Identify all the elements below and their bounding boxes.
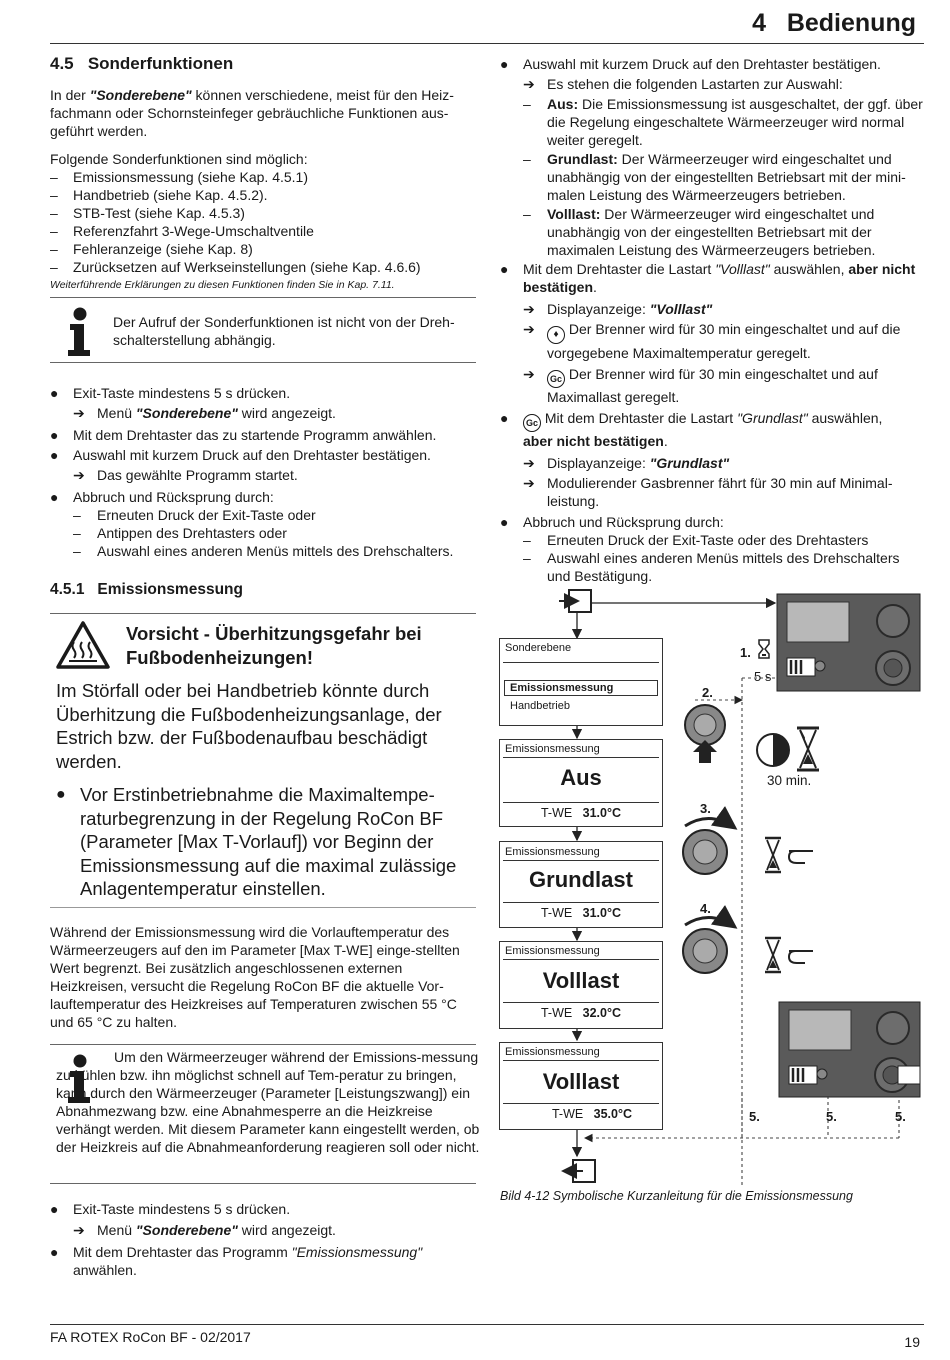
rotary-knob-turn-4 [683, 917, 735, 973]
info-text-1: Der Aufruf der Sonderfunktionen ist nicht von der Dreh-schalterstellung abhängig. [113, 314, 455, 348]
info-icon [65, 307, 95, 357]
step-result: ➔ Das gewählte Programm startet. [73, 467, 298, 483]
divider [50, 297, 476, 298]
steps-block-1 [50, 384, 476, 560]
display-selected-item: Emissionsmessung [504, 680, 658, 696]
warning-text: Im Störfall oder bei Handbetrieb könnte durch Überhitzung die Fußbodenheizungsanlage, der Estrich bzw. der Fußbodenaufbau beschädigt werden. [56, 680, 442, 772]
display-mode: Aus [560, 765, 602, 790]
display-emission-volllast-active [499, 1042, 663, 1130]
enter-icon [559, 590, 591, 612]
display-temp: T-WE 32.0°C [540, 1006, 622, 1020]
hot-surface-warning-icon [55, 620, 111, 670]
functions-list [50, 168, 476, 276]
display-emission-aus [499, 739, 663, 827]
step: ● Exit-Taste mindestens 5 s drücken. [50, 385, 291, 401]
list-item: – Referenzfahrt 3-Wege-Umschaltventile [50, 223, 314, 239]
gas-burner-icon: Gc [523, 414, 541, 432]
further-note: Weiterführende Erklärungen zu diesen Funktionen finden Sie in Kap. 7.11. [50, 279, 395, 291]
step-result: ➔ Displayanzeige: "Grundlast" [523, 455, 730, 471]
display-emission-grundlast [499, 841, 663, 928]
steps-block-2 [50, 1200, 476, 1279]
clock-icon [757, 734, 789, 766]
step: ● Exit-Taste mindestens 5 s drücken. [50, 1201, 291, 1217]
hourglass-hand-icon [765, 838, 813, 872]
divider [50, 907, 476, 908]
step-1-time: 5 s [754, 669, 772, 684]
display-mode: Volllast [542, 1069, 620, 1094]
controller-device-bottom [779, 1002, 920, 1097]
duration-label: 30 min. [767, 773, 812, 788]
during-paragraph: Während der Emissionsmessung wird die Vorlauftemperatur des Wärmeerzeugers auf den im Parameter [Max T-WE] einge-stellten Wert begrenzt. Bei zusätzlich angeschlossenen externen Heizkreisen, versucht die Regelung RoCon BF die aktuelle Vor-lauftemperatur des Heizkreises auf Temperaturen zwischen 55 °C und 65 °C zu halten. [50, 924, 460, 1030]
footer-doc: FA ROTEX RoCon BF - 02/2017 [50, 1329, 251, 1345]
step: ● Mit dem Drehtaster das Programm "Emissionsmessung" anwählen. [50, 1244, 423, 1278]
sub-step: – Auswahl eines anderen Menüs mittels des Drehschalters und Bestätigung. [523, 550, 900, 584]
display-temp: T-WE 35.0°C [551, 1107, 633, 1121]
display-title: Emissionsmessung [505, 1046, 600, 1058]
display-temp: T-WE 31.0°C [540, 806, 622, 820]
step-result: ➔ Menü "Sonderebene" wird angezeigt. [73, 405, 336, 421]
gas-burner-icon: Gc [547, 370, 565, 388]
hourglass-icon [759, 640, 769, 658]
subsection-heading: 4.5.1 Emissionsmessung [50, 581, 243, 598]
divider [50, 613, 476, 614]
display-item: Handbetrieb [510, 700, 570, 712]
step: ● Auswahl mit kurzem Druck auf den Drehtaster bestätigen. [50, 447, 431, 463]
step-5-label: 5. [895, 1109, 906, 1124]
sub-step: – Erneuten Druck der Exit-Taste oder [73, 507, 316, 523]
display-title: Sonderebene [505, 642, 572, 654]
display-sonderebene [499, 638, 663, 726]
divider [50, 1044, 476, 1045]
header-rule [50, 43, 924, 44]
hourglass-icon [797, 728, 819, 770]
sub-step: – Antippen des Drehtasters oder [73, 525, 287, 541]
step: ● Gc Mit dem Drehtaster die Lastart "Grundlast" auswählen, aber nicht bestätigen. [500, 410, 883, 449]
step-4-label: 4. [700, 901, 711, 916]
step-result: ➔ Gc Der Brenner wird für 30 min eingeschaltet und auf Maximallast geregelt. [523, 366, 878, 405]
display-mode: Volllast [542, 968, 620, 993]
step: ● Mit dem Drehtaster die Lastart "Volllast" auswählen, aber nicht bestätigen. [500, 261, 916, 295]
load-option-volllast: – Volllast: Der Wärmeerzeuger wird eingeschaltet und unabhängig von der eingestellten Betriebsart mit der maximalen Leistung des Wärmeerzeugers betrieben. [523, 206, 876, 258]
rotary-knob-turn-3 [683, 818, 735, 874]
display-temp: T-WE 31.0°C [540, 906, 622, 920]
step: ● Auswahl mit kurzem Druck auf den Drehtaster bestätigen. [500, 56, 881, 72]
display-title: Emissionsmessung [505, 846, 600, 858]
list-item: – STB-Test (siehe Kap. 4.5.3) [50, 205, 245, 221]
section-heading: 4.5 Sonderfunktionen [50, 54, 234, 73]
list-item: – Handbetrieb (siehe Kap. 4.5.2). [50, 187, 268, 203]
right-text [500, 55, 924, 585]
chapter-heading: 4 Bedienung [752, 9, 916, 37]
info-text-2: Um den Wärmeerzeuger während der Emissions-messung zu kühlen bzw. ihn möglichst schnell auf Tem-peratur zu bringen, kann durch den Wärmeerzeuger (Parameter [Leistungszwang]) ein Abnahmezwang bzw. eine Abnahmesperre an die Heizkreise verhängt werden. Mit diesem Parameter kann eingestellt werden, ob der Heizkreis auf die Abnahmeanforderung reagieren soll oder nicht. [56, 1049, 480, 1155]
step-result: ➔ Modulierender Gasbrenner fährt für 30 min auf Minimal-leistung. [523, 475, 893, 509]
page-number: 19 [904, 1334, 920, 1350]
list-item: – Zurücksetzen auf Werkseinstellungen (siehe Kap. 4.6.6) [50, 259, 421, 275]
display-title: Emissionsmessung [505, 945, 600, 957]
figure-caption: Bild 4-12 Symbolische Kurzanleitung für die Emissionsmessung [500, 1189, 853, 1203]
step-result: ➔ Menü "Sonderebene" wird angezeigt. [73, 1222, 336, 1238]
load-option-aus: – Aus: Die Emissionsmessung ist ausgeschaltet, der ggf. über die Regelung eingeschaltete Wärmeerzeuger wird normal weiter geregelt. [523, 96, 923, 148]
step-5-label: 5. [749, 1109, 760, 1124]
exit-icon [563, 1160, 595, 1182]
step: ● Abbruch und Rücksprung durch: [500, 514, 724, 530]
step-result: ➔ Displayanzeige: "Volllast" [523, 301, 713, 317]
display-emission-volllast [499, 941, 663, 1029]
functions-intro: Folgende Sonderfunktionen sind möglich: [50, 151, 308, 167]
step-result: ➔ Es stehen die folgenden Lastarten zur Auswahl: [523, 76, 843, 92]
step-3-label: 3. [700, 801, 711, 816]
step-result: ➔ ♦ Der Brenner wird für 30 min eingeschaltet und auf die vorgegebene Maximaltemperatur geregelt. [523, 321, 901, 361]
sub-step: – Erneuten Druck der Exit-Taste oder des Drehtasters [523, 532, 869, 548]
load-option-grundlast: – Grundlast: Der Wärmeerzeuger wird eingeschaltet und unabhängig von der eingestellten Betriebsart mit der mini-malen Leistung des Wärmeerzeugers betrieben. [523, 151, 906, 203]
rotary-knob-press [685, 705, 725, 763]
step: ● Mit dem Drehtaster das zu startende Programm anwählen. [50, 427, 437, 443]
warning-bullet: ● Vor Erstinbetriebnahme die Maximaltempe-raturbegrenzung in der Regelung RoCon BF (Parameter [Max T-Vorlauf]) vor Beginn der Emissionsmessung auf die maximal zulässige Anlagentemperatur einstellen. [56, 784, 457, 899]
warning-title: Vorsicht - Überhitzungsgefahr bei Fußbodenheizungen! [126, 623, 422, 668]
intro-paragraph: In der "Sonderebene" können verschiedene, meist für den Heiz-fachmann oder Schornsteinfeger gebräuchliche Funktionen aus-geführt werden. [50, 87, 454, 139]
flame-icon: ♦ [547, 326, 565, 344]
step-2-label: 2. [702, 685, 713, 700]
divider [50, 1183, 476, 1184]
hourglass-hand-icon [765, 938, 813, 972]
sub-step: – Auswahl eines anderen Menüs mittels des Drehschalters. [73, 543, 454, 559]
display-mode: Grundlast [529, 867, 633, 892]
list-item: – Emissionsmessung (siehe Kap. 4.5.1) [50, 169, 308, 185]
step-1-label: 1. [740, 645, 751, 660]
controller-device-top [777, 594, 920, 691]
footer-rule [50, 1324, 924, 1325]
divider [50, 362, 476, 363]
step: ● Abbruch und Rücksprung durch: [50, 489, 274, 505]
list-item: – Fehleranzeige (siehe Kap. 8) [50, 241, 253, 257]
step-5-label: 5. [826, 1109, 837, 1124]
display-title: Emissionsmessung [505, 743, 600, 755]
